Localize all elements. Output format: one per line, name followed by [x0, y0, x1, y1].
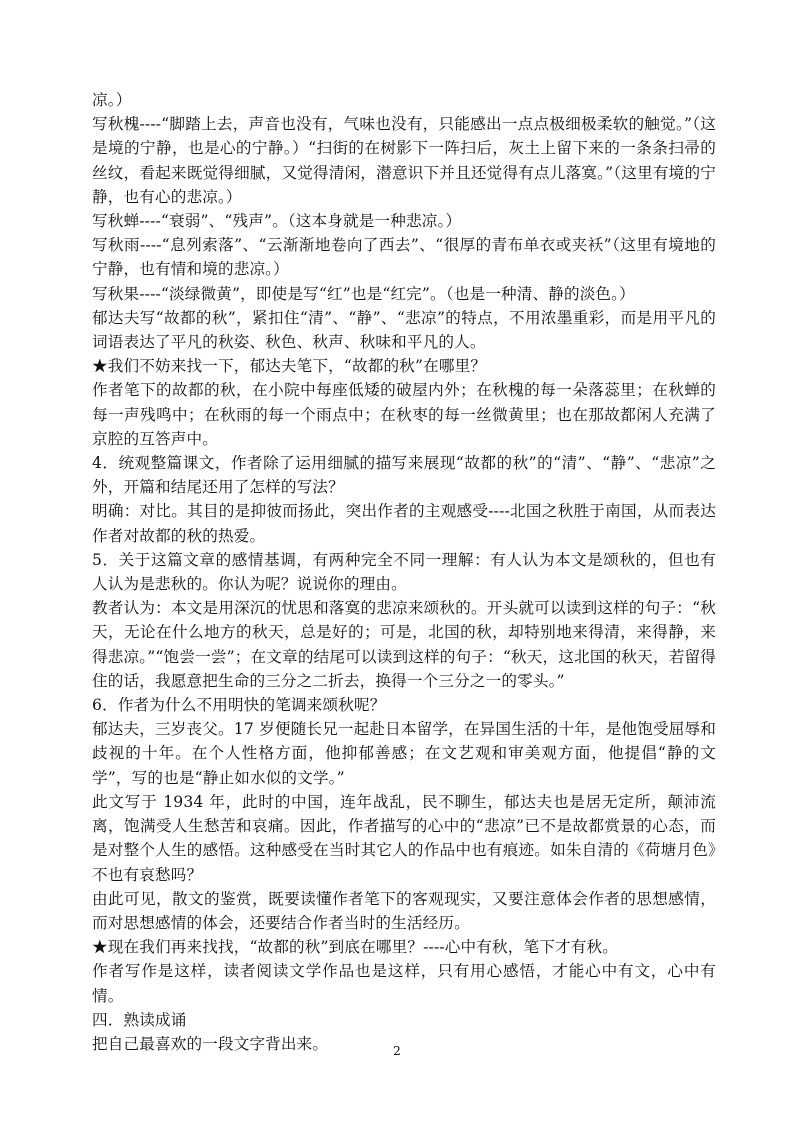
paragraph: 郁达夫，三岁丧父。17 岁便随长兄一起赴日本留学，在异国生活的十年，是他饱受屈辱和歧视的十年。在个人性格方面，他抑郁善感；在文艺观和审美观方面，他提倡“静的文学”，写的也是“静止如水似的文学。”: [92, 720, 716, 787]
paragraph: 郁达夫写“故都的秋”，紧扣住“清”、“静”、“悲凉”的特点，不用浓墨重彩，而是用平凡的词语表达了平凡的秋姿、秋色、秋声、秋味和平凡的人。: [92, 308, 716, 352]
question-5: 5．关于这篇文章的感情基调，有两种完全不同一理解：有人认为本文是颂秋的，但也有人认为是悲秋的。你认为呢？说说你的理由。: [92, 550, 716, 594]
paragraph: 此文写于 1934 年，此时的中国，连年战乱，民不聊生，郁达夫也是居无定所，颠沛流离，饱满受人生愁苦和哀痛。因此，作者描写的心中的“悲凉”已不是故都赏景的心态，而是对整个人生的感悟。这种感受在当时其它人的作品中也有痕迹。如朱自清的《荷塘月色》不也有哀愁吗？: [92, 792, 716, 884]
body-text: [92, 88, 716, 1056]
paragraph: 写秋槐----“脚踏上去，声音也没有，气味也没有，只能感出一点点极细极柔软的触觉。”（这是境的宁静，也是心的宁静。）“扫街的在树影下一阵扫后，灰土上留下来的一条条扫帚的丝纹，看起来既觉得细腻，又觉得清闲，潜意识下并且还觉得有点儿落寞。”（这里有境的宁静，也有心的悲凉。）: [92, 115, 716, 206]
section-heading: 四．熟读成诵: [92, 1010, 187, 1029]
paragraph: ★现在我们再来找找，“故都的秋”到底在哪里？----心中有秋，笔下才有秋。: [92, 938, 618, 957]
paragraph: 凉。）: [92, 91, 132, 109]
paragraph: 作者笔下的故都的秋，在小院中每座低矮的破屋内外；在秋槐的每一朵落蕊里；在秋蝉的每一声残鸣中；在秋雨的每一个雨点中；在秋枣的每一丝微黄里；也在那故都闲人充满了京腔的互答声中。: [92, 381, 716, 448]
paragraph: 写秋果----“淡绿微黄”，即使是写“红”也是“红完”。（也是一种清、静的淡色。）: [92, 284, 635, 303]
paragraph: 由此可见，散文的鉴赏，既要读懂作者笔下的客观现实，又要注意体会作者的思想感情，而对思想感情的体会，还要结合作者当时的生活经历。: [92, 889, 716, 932]
paragraph: ★我们不妨来找一下，郁达夫笔下，“故都的秋”在哪里？: [92, 357, 487, 376]
paragraph: 教者认为：本文是用深沉的忧思和落寞的悲凉来颂秋的。开头就可以读到这样的句子：“秋天，无论在什么地方的秋天，总是好的；可是，北国的秋，却特别地来得清，来得静，来得悲凉。”“饱尝一尝”；在文章的结尾可以读到这样的句子：“秋天，这北国的秋天，若留得住的话，我愿意把生命的三分之二折去，换得一个三分之一的零头。”: [92, 599, 716, 690]
question-6: 6．作者为什么不用明快的笔调来颂秋呢？: [92, 696, 386, 715]
paragraph: 写秋雨----“息列索落”、“云渐渐地卷向了西去”、“很厚的青布单衣或夹袄”（这里有境地的宁静，也有情和境的悲凉。）: [92, 236, 716, 279]
paragraph: 明确：对比。其目的是抑彼而扬此，突出作者的主观感受----北国之秋胜于南国，从而表达作者对故都的秋的热爱。: [92, 502, 716, 545]
question-4: 4．统观整篇课文，作者除了运用细腻的描写来展现“故都的秋”的“清”、“静”、“悲凉”之外，开篇和结尾还用了怎样的写法？: [92, 454, 716, 497]
paragraph: 写秋蝉----“衰弱”、“残声”。（这本身就是一种悲凉。）: [92, 212, 462, 231]
paragraph: 作者写作是这样，读者阅读文学作品也是这样，只有用心感悟，才能心中有文，心中有情。: [92, 962, 716, 1005]
page-number: 2: [393, 1044, 401, 1058]
paragraph: 把自己最喜欢的一段文字背出来。: [92, 1034, 329, 1053]
